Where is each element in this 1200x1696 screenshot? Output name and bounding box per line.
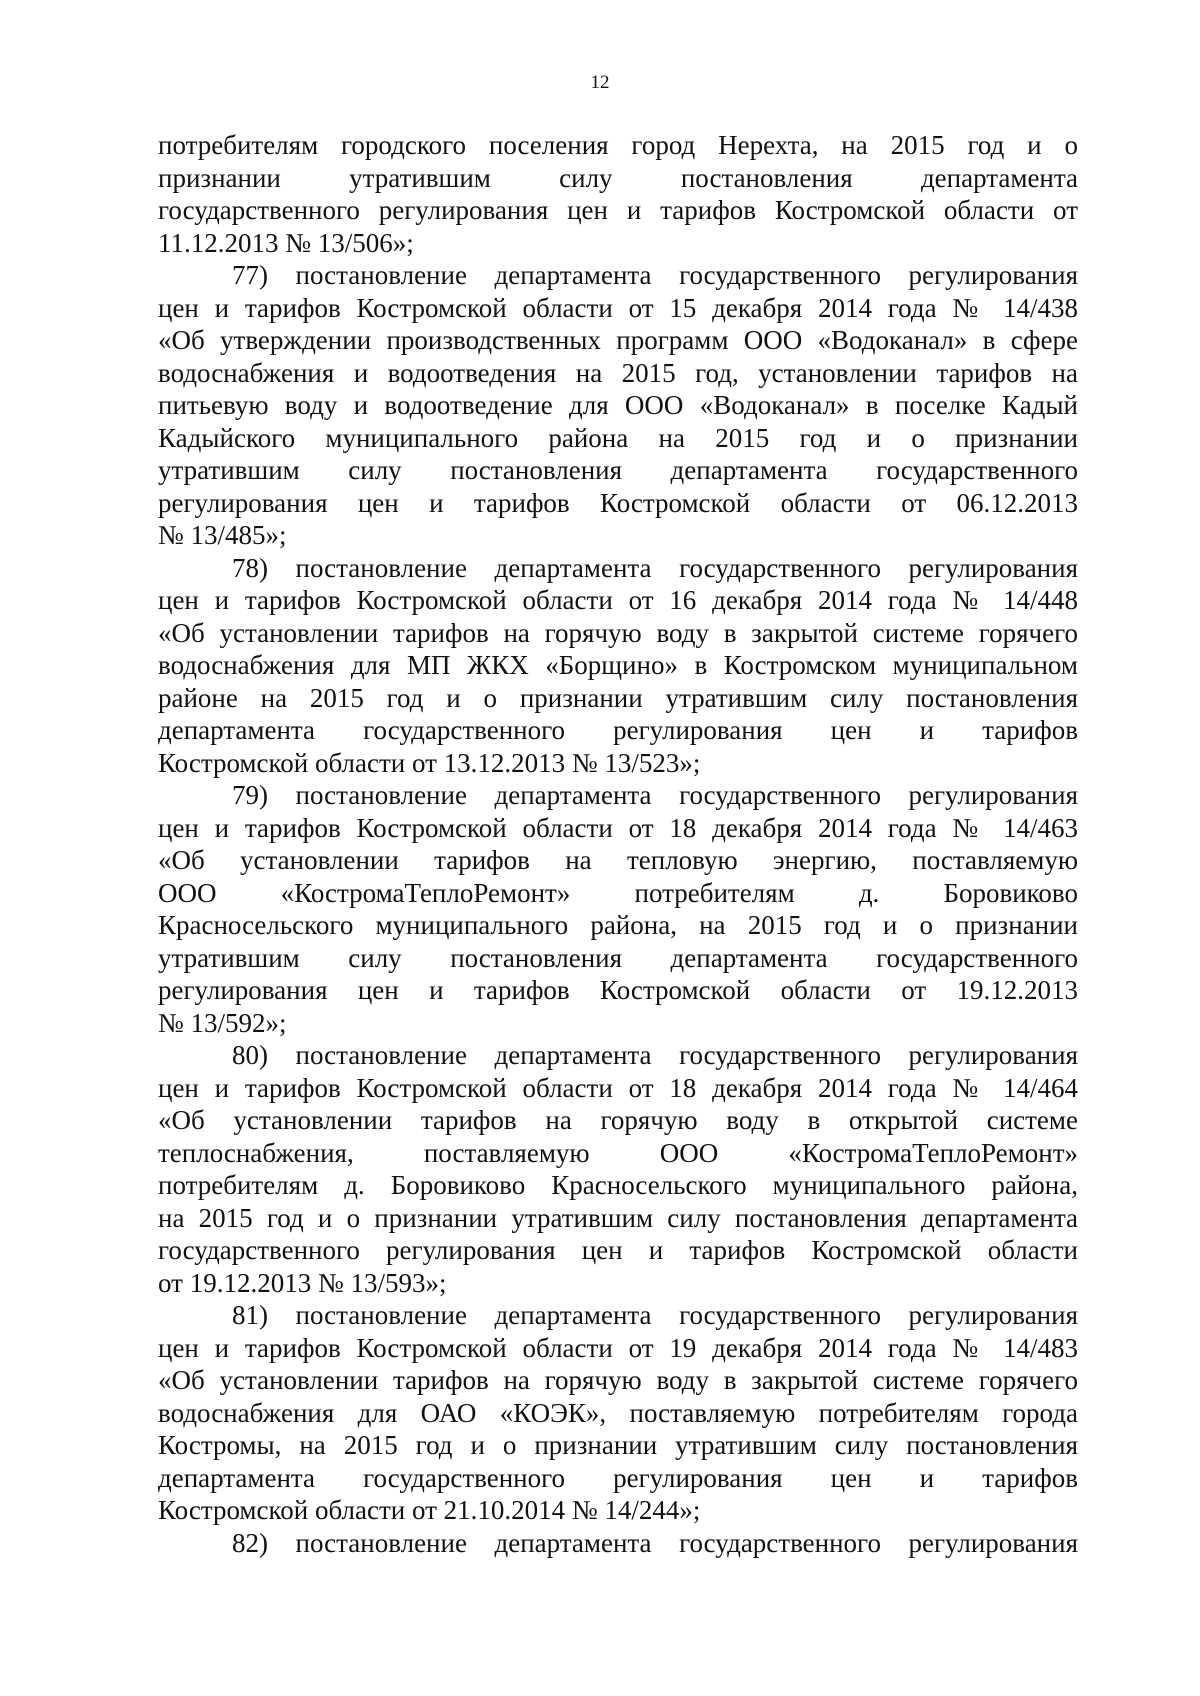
text-line: № 13/485»; [158, 520, 287, 550]
text-line: водоснабжения для ОАО «КОЭК», поставляемую потребителям города [158, 1397, 1078, 1428]
page-number: 12 [590, 72, 610, 93]
text-line: регулирования цен и тарифов Костромской области от 06.12.2013 [158, 487, 1078, 518]
text-line: «Об установлении тарифов на горячую воду в закрытой системе горячего [158, 1365, 1078, 1395]
text-line: водоснабжения для МП ЖКХ «Борщино» в Костромском муниципальном [158, 650, 1078, 680]
text-line: 82) постановление департамента государственного регулирования [232, 1527, 1078, 1558]
text-line: водоснабжения и водоотведения на 2015 год, установлении тарифов на [158, 357, 1078, 388]
text-line: департамента государственного регулирования цен и тарифов [158, 1462, 1078, 1493]
text-line: цен и тарифов Костромской области от 19 декабря 2014 года № 14/483 [158, 1332, 1078, 1363]
text-line: регулирования цен и тарифов Костромской области от 19.12.2013 [158, 975, 1078, 1005]
text-line: Костромской области от 13.12.2013 № 13/523»; [158, 747, 701, 778]
text-line: утратившим силу постановления департамента государственного [158, 942, 1078, 973]
text-line: 11.12.2013 № 13/506»; [158, 227, 414, 258]
text-line: цен и тарифов Костромской области от 15 декабря 2014 года № 14/438 [158, 292, 1078, 323]
text-line: № 13/592»; [158, 1007, 287, 1038]
text-line: районе на 2015 год и о признании утратившим силу постановления [158, 682, 1078, 713]
text-line: государственного регулирования цен и тарифов Костромской области от [158, 195, 1078, 225]
text-line: Кадыйского муниципального района на 2015 год и о признании [158, 422, 1078, 453]
text-line: теплоснабжения, поставляемую ООО «КостромаТеплоРемонт» [158, 1137, 1078, 1168]
text-line: утратившим силу постановления департамента государственного [158, 455, 1078, 485]
text-line: 78) постановление департамента государственного регулирования [232, 552, 1078, 583]
text-line: государственного регулирования цен и тарифов Костромской области [158, 1235, 1078, 1265]
text-line: 77) постановление департамента государственного регулирования [232, 260, 1078, 290]
text-line: Костромы, на 2015 год и о признании утратившим силу постановления [158, 1430, 1078, 1460]
text-line: потребителям д. Боровиково Красносельского муниципального района, [158, 1170, 1078, 1200]
text-line: от 19.12.2013 № 13/593»; [158, 1267, 447, 1298]
text-line: ООО «КостромаТеплоРемонт» потребителям д. Боровиково [158, 877, 1078, 908]
text-line: признании утратившим силу постановления департамента [158, 162, 1078, 193]
text-line: «Об установлении тарифов на горячую воду в открытой системе [158, 1105, 1078, 1135]
text-line: «Об установлении тарифов на горячую воду в закрытой системе горячего [158, 617, 1078, 648]
text-line: «Об утверждении производственных программ ООО «Водоканал» в сфере [158, 325, 1078, 355]
text-line: 81) постановление департамента государственного регулирования [232, 1300, 1078, 1330]
text-line: 80) постановление департамента государственного регулирования [232, 1040, 1078, 1070]
text-line: потребителям городского поселения город Нерехта, на 2015 год и о [158, 130, 1078, 160]
document-body [158, 129, 1078, 1559]
text-line: 79) постановление департамента государственного регулирования [232, 780, 1078, 810]
text-line: питьевую воду и водоотведение для ООО «Водоканал» в поселке Кадый [158, 390, 1078, 420]
text-line: Красносельского муниципального района, на 2015 год и о признании [158, 910, 1078, 940]
text-line: цен и тарифов Костромской области от 18 декабря 2014 года № 14/464 [158, 1072, 1078, 1103]
text-line: на 2015 год и о признании утратившим силу постановления департамента [158, 1202, 1078, 1233]
text-line: «Об установлении тарифов на тепловую энергию, поставляемую [158, 845, 1078, 875]
text-line: Костромской области от 21.10.2014 № 14/244»; [158, 1495, 701, 1525]
text-line: цен и тарифов Костромской области от 16 декабря 2014 года № 14/448 [158, 585, 1078, 615]
text-line: департамента государственного регулирования цен и тарифов [158, 715, 1078, 745]
text-line: цен и тарифов Костромской области от 18 декабря 2014 года № 14/463 [158, 812, 1078, 843]
